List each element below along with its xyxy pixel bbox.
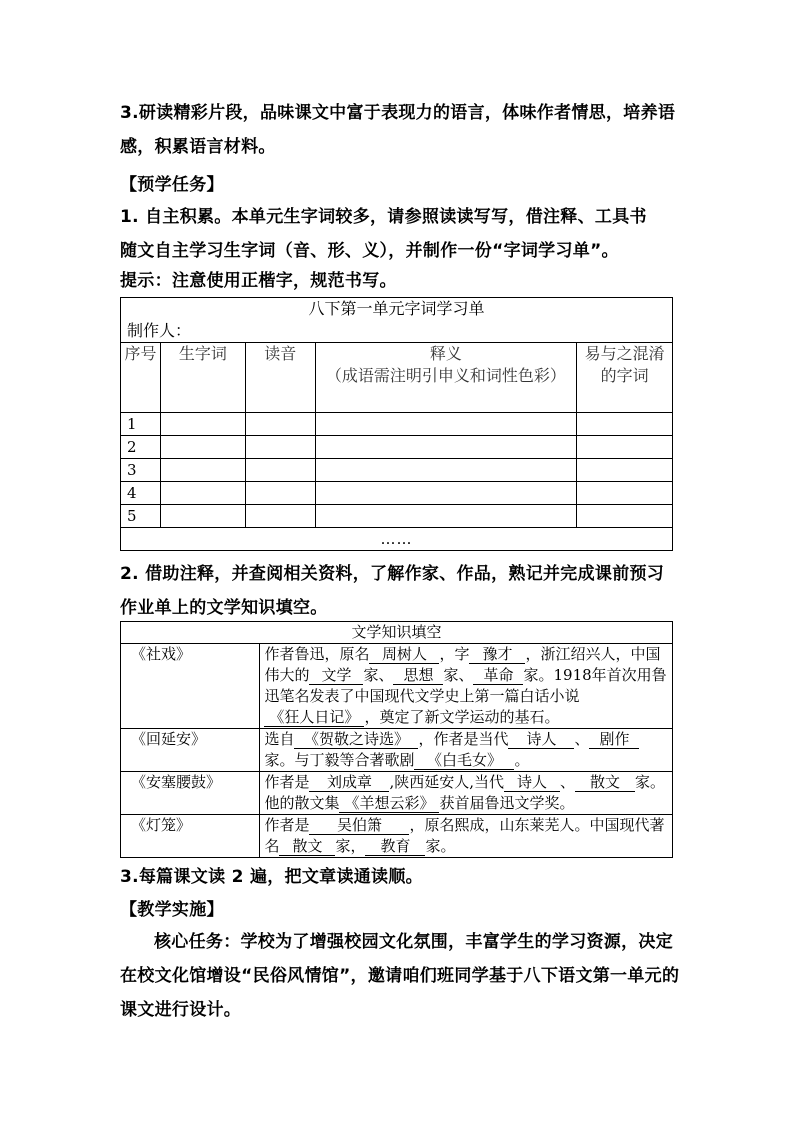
row-number: 2 — [121, 436, 161, 459]
text: ，浙江绍兴人，中国伟大的 — [264, 645, 661, 684]
meaning-cell[interactable] — [315, 505, 576, 528]
answer-blank[interactable]: 诗人 — [504, 773, 560, 792]
answer-blank[interactable]: 豫才 — [469, 645, 525, 664]
objective-3: 3.研读精彩片段，品味课文中富于表现力的语言，体味作者情思，培养语感，积累语言材料。 — [120, 103, 676, 157]
work-title: 《回延安》 — [121, 729, 260, 772]
task-3: 3.每篇课文读 2 遍，把文章读通读顺。 — [120, 867, 423, 887]
answer-blank[interactable]: 刘成章 — [309, 773, 389, 792]
answer-blank[interactable]: 《白毛女》 — [414, 751, 514, 770]
confusable-cell[interactable] — [577, 459, 673, 482]
pronunciation-cell[interactable] — [245, 413, 315, 436]
vocab-study-table — [120, 297, 673, 551]
table-row — [121, 459, 673, 482]
answer-blank[interactable]: 革命 — [473, 666, 523, 685]
header-word: 生字词 — [160, 343, 245, 413]
row-number: 3 — [121, 459, 161, 482]
task-1 — [120, 200, 680, 268]
work-title: 《灯笼》 — [121, 815, 260, 858]
work-description — [260, 815, 673, 858]
text: 家。 — [425, 837, 456, 855]
confusable-cell[interactable] — [577, 436, 673, 459]
row-number: 5 — [121, 505, 161, 528]
header-meaning-title: 释义 — [429, 344, 462, 363]
text: 选自 — [264, 730, 295, 748]
work-description — [260, 729, 673, 772]
answer-blank[interactable]: 剧作 — [589, 730, 639, 749]
header-pronunciation: 读音 — [245, 343, 315, 413]
header-meaning — [315, 343, 576, 413]
text: ，作者是当代 — [418, 730, 509, 748]
maker-label: 制作人： — [121, 320, 673, 343]
pronunciation-cell[interactable] — [245, 436, 315, 459]
text: 家。1918年首次用鲁迅笔名发表了中国现代文学史上第一篇白话小说 — [264, 666, 667, 705]
text: 家。他的散文集 — [264, 773, 666, 812]
text: 作者是 — [264, 773, 310, 791]
task-1-line-2: 随文自主学习生字词（音、形、义），并制作一份“字词学习单”。 — [120, 241, 619, 261]
task-1-line-1: 1. 自主积累。本单元生字词较多，请参照读读写写，借注释、工具书 — [120, 207, 647, 227]
preview-task-header: 【预学任务】 — [120, 175, 224, 195]
answer-blank[interactable]: 诗人 — [508, 730, 574, 749]
pronunciation-cell[interactable] — [245, 482, 315, 505]
row-number: 4 — [121, 482, 161, 505]
header-confusable: 易与之混淆的字词 — [577, 343, 673, 413]
text: ,陕西延安人,当代 — [389, 773, 504, 791]
text: 获首届鲁迅文学奖。 — [439, 794, 575, 812]
table-row — [121, 436, 673, 459]
answer-blank[interactable]: 周树人 — [369, 645, 439, 664]
lit-table-title: 文学知识填空 — [121, 622, 673, 644]
word-cell[interactable] — [160, 482, 245, 505]
text: 家、 — [443, 666, 474, 684]
text: ，字 — [439, 645, 470, 663]
table-row — [121, 772, 673, 815]
answer-blank[interactable]: 《狂人日记》 — [264, 708, 364, 727]
vocab-table-title: 八下第一单元字词学习单 — [121, 298, 673, 321]
meaning-cell[interactable] — [315, 459, 576, 482]
header-meaning-note: （成语需注明引申义和词性色彩） — [325, 366, 566, 385]
text: 作者鲁迅，原名 — [264, 645, 370, 663]
answer-blank[interactable]: 散文 — [279, 837, 335, 856]
answer-blank[interactable]: 思想 — [393, 666, 443, 685]
confusable-cell[interactable] — [577, 413, 673, 436]
work-title: 《安塞腰鼓》 — [121, 772, 260, 815]
table-row — [121, 482, 673, 505]
text: 家、 — [363, 666, 394, 684]
row-number: 1 — [121, 413, 161, 436]
word-cell[interactable] — [160, 413, 245, 436]
word-cell[interactable] — [160, 436, 245, 459]
pronunciation-cell[interactable] — [245, 505, 315, 528]
work-description — [260, 772, 673, 815]
pronunciation-cell[interactable] — [245, 459, 315, 482]
answer-blank[interactable]: 教育 — [365, 837, 425, 856]
table-row — [121, 729, 673, 772]
answer-blank[interactable]: 文学 — [309, 666, 363, 685]
more-rows-ellipsis: …… — [121, 528, 673, 551]
teaching-header: 【教学实施】 — [120, 900, 224, 920]
task-2: 2. 借助注释，并查阅相关资料，了解作家、作品，熟记并完成课前预习作业单上的文学知识填空。 — [120, 564, 665, 618]
core-task: 核心任务：学校为了增强校园文化氛围，丰富学生的学习资源，决定在校文化馆增设“民俗风情馆”，邀请咱们班同学基于八下语文第一单元的课文进行设计。 — [120, 932, 680, 1020]
text: 家。与丁毅等合著歌剧 — [264, 751, 415, 769]
meaning-cell[interactable] — [315, 436, 576, 459]
text: 。 — [514, 751, 530, 769]
text: 作者是 — [264, 816, 310, 834]
meaning-cell[interactable] — [315, 413, 576, 436]
work-title: 《社戏》 — [121, 644, 260, 729]
answer-blank[interactable]: 散文 — [575, 773, 635, 792]
answer-blank[interactable]: 《贺敬之诗选》 — [294, 730, 418, 749]
table-row — [121, 505, 673, 528]
meaning-cell[interactable] — [315, 482, 576, 505]
text: ，奠定了新文学运动的基石。 — [364, 708, 560, 726]
table-row — [121, 815, 673, 858]
table-row — [121, 413, 673, 436]
text: 家， — [335, 837, 366, 855]
confusable-cell[interactable] — [577, 505, 673, 528]
writing-tip: 提示：注意使用正楷字，规范书写。 — [120, 271, 397, 291]
text: ，原名熙成，山东莱芜人。中国现代著名 — [264, 816, 665, 855]
answer-blank[interactable]: 《羊想云彩》 — [339, 794, 439, 813]
text: 、 — [560, 773, 576, 791]
confusable-cell[interactable] — [577, 482, 673, 505]
table-row — [121, 644, 673, 729]
work-description — [260, 644, 673, 729]
word-cell[interactable] — [160, 505, 245, 528]
answer-blank[interactable]: 吴伯箫 — [309, 816, 409, 835]
literature-knowledge-table — [120, 621, 673, 858]
text: 、 — [574, 730, 590, 748]
header-seq: 序号 — [121, 343, 161, 413]
word-cell[interactable] — [160, 459, 245, 482]
